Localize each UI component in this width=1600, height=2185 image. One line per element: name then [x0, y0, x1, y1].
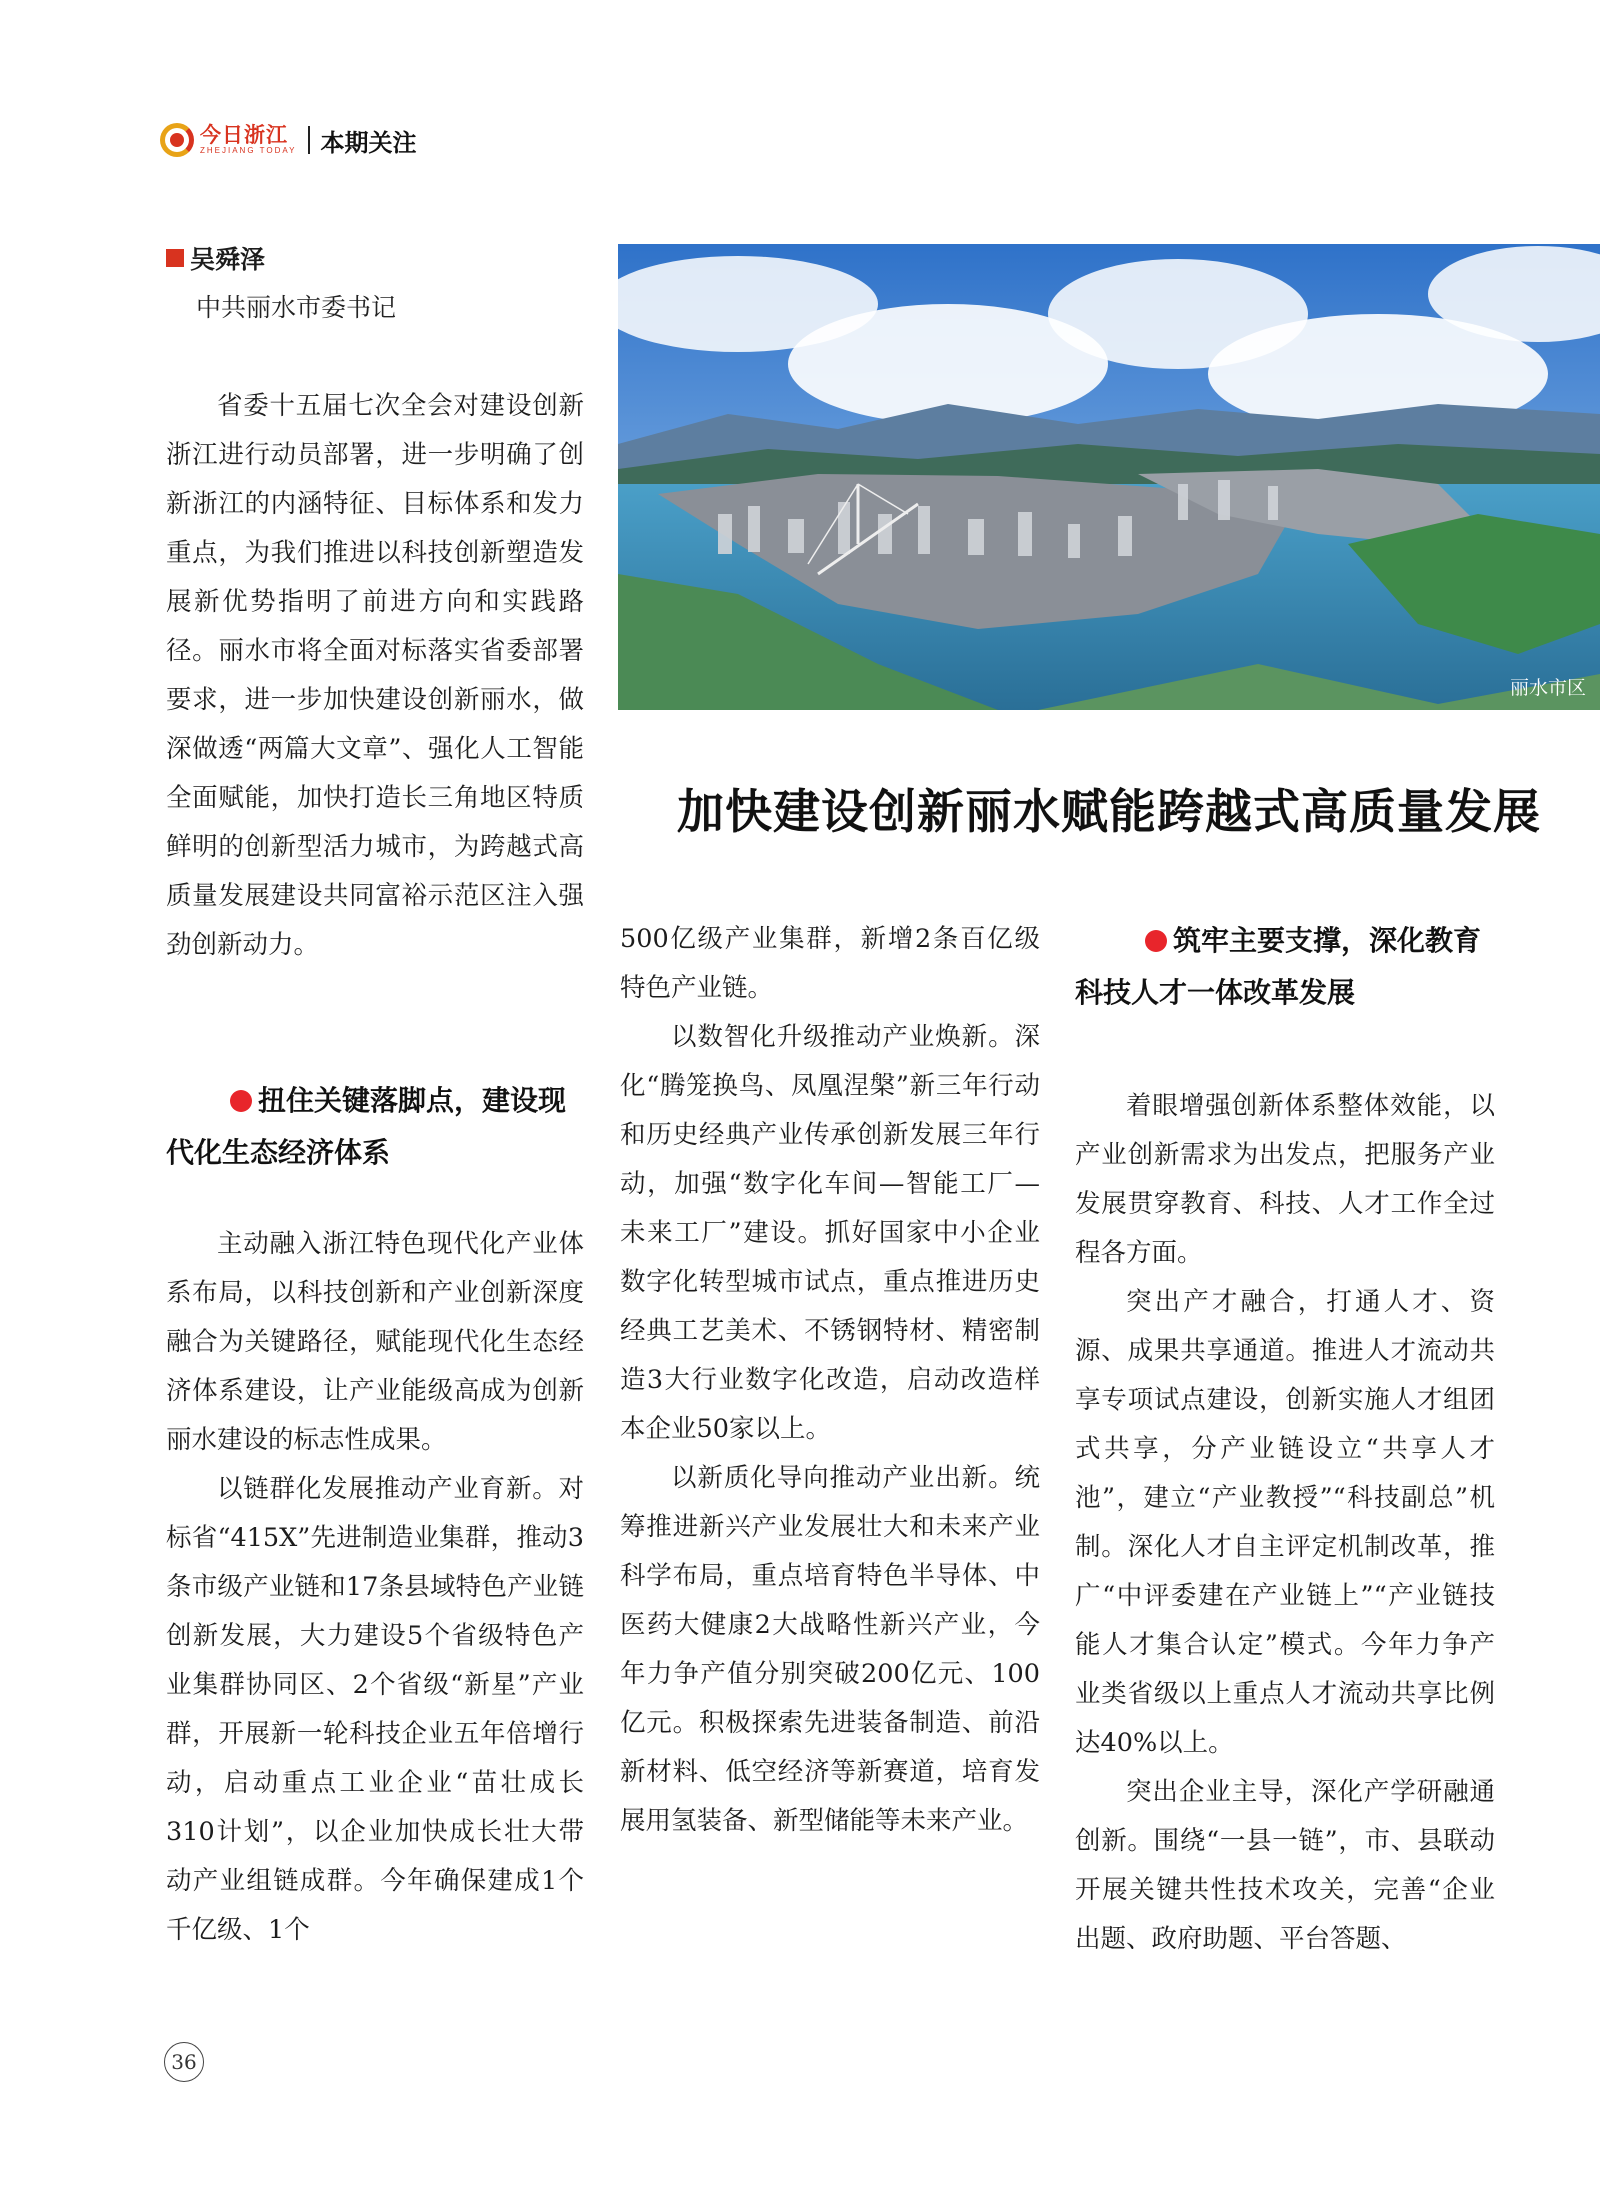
red-dot-icon [230, 1090, 252, 1112]
paragraph: 突出企业主导，深化产学研融通创新。围绕“一县一链”，市、县联动开展关键共性技术攻关，完善“企业出题、政府助题、平台答题、 [1075, 1777, 1495, 1954]
paragraph: 主动融入浙江特色现代化产业体系布局，以科技创新和产业创新深度融合为关键路径，赋能现代化生态经济体系建设，让产业能级高成为创新丽水建设的标志性成果。 [166, 1229, 584, 1455]
paragraph: 以链群化发展推动产业育新。对标省“415X”先进制造业集群，推动3条市级产业链和17条县域特色产业链创新发展，大力建设5个省级特色产业集群协同区、2个省级“新星”产业群，开展新一轮科技企业五年倍增行动，启动重点工业企业“苗壮成长310计划”，以企业加快成长壮大带动产业组链成群。今年确保建成1个千亿级、1个 [166, 1474, 584, 1945]
photo-caption: 丽水市区 [1509, 677, 1586, 699]
author-block [166, 240, 397, 322]
paragraph: 500亿级产业集群，新增2条百亿级特色产业链。 [620, 924, 1040, 1003]
column-3 [1075, 1082, 1495, 1964]
red-dot-icon [1145, 930, 1167, 952]
paragraph: 突出产才融合，打通人才、资源、成果共享通道。推进人才流动共享专项试点建设，创新实施人才组团式共享，分产业链设立“共享人才池”，建立“产业教授”“科技副总”机制。深化人才自主评定机制改革，推广“中评委建在产业链上”“产业链技能人才集合认定”模式。今年力争产业类省级以上重点人才流动共享比例达40%以上。 [1075, 1287, 1495, 1758]
section-heading-ecology: 扭住关键落脚点，建设现代化生态经济体系 [166, 1084, 567, 1169]
paragraph: 以新质化导向推动产业出新。统筹推进新兴产业发展壮大和未来产业科学布局，重点培育特色半导体、中医药大健康2大战略性新兴产业，今年力争产值分别突破200亿元、100亿元。积极探索先进装备制造、前沿新材料、低空经济等新赛道，培育发展用氢装备、新型储能等未来产业。 [620, 1463, 1040, 1836]
page-header [160, 118, 416, 162]
page-number: 36 [164, 2042, 204, 2082]
paragraph: 以数智化升级推动产业焕新。深化“腾笼换鸟、凤凰涅槃”新三年行动和历史经典产业传承创新发展三年行动，加强“数字化车间—智能工厂—未来工厂”建设。抓好国家中小企业数字化转型城市试点，重点推进历史经典工艺美术、不锈钢特材、精密制造3大行业数字化改造，启动改造样本企业50家以上。 [620, 1022, 1040, 1444]
paragraph: 着眼增强创新体系整体效能，以产业创新需求为出发点，把服务产业发展贯穿教育、科技、人才工作全过程各方面。 [1075, 1091, 1495, 1268]
article-title: 加快建设创新丽水赋能跨越式高质量发展 [677, 785, 1541, 840]
logo-name-en: ZHEJIANG TODAY [200, 146, 297, 155]
column-2 [620, 915, 1040, 1846]
column-1-lower [166, 1220, 584, 1955]
section-name: 本期关注 [320, 128, 417, 157]
logo-name: 今日浙江 [200, 123, 288, 147]
author-name: 吴舜泽 [166, 240, 265, 276]
aerial-city-illustration [618, 244, 1600, 710]
author-title: 中共丽水市委书记 [196, 293, 397, 322]
magazine-logo [160, 123, 296, 157]
logo-emblem-icon [160, 123, 194, 157]
red-square-icon [166, 249, 184, 267]
intro-paragraph: 省委十五届七次全会对建设创新浙江进行动员部署，进一步明确了创新浙江的内涵特征、目标体系和发力重点，为我们推进以科技创新塑造发展新优势指明了前进方向和实践路径。丽水市将全面对标落实省委部署要求，进一步加快建设创新丽水，做深做透“两篇大文章”、强化人工智能全面赋能，加快打造长三角地区特质鲜明的创新型活力城市，为跨越式高质量发展建设共同富裕示范区注入强劲创新动力。 [166, 391, 584, 960]
header-divider [308, 126, 310, 154]
section-heading-education: 筑牢主要支撑，深化教育科技人才一体改革发展 [1075, 924, 1482, 1009]
city-aerial-photo [618, 244, 1600, 710]
column-1 [166, 382, 584, 970]
